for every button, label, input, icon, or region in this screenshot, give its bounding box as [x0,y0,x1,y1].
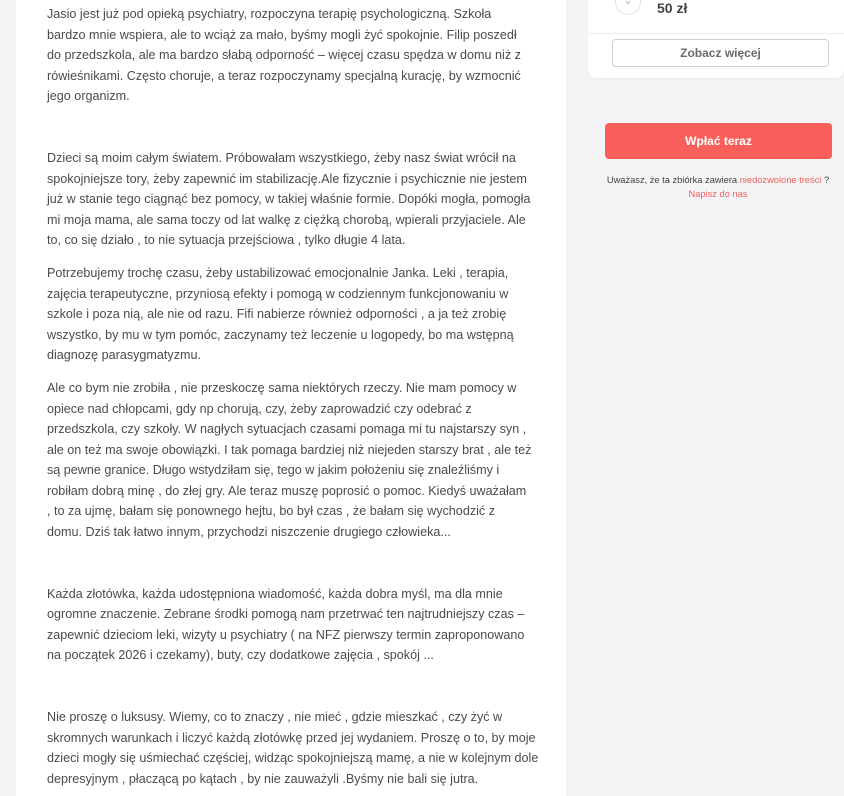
story-paragraph-3: Potrzebujemy trochę czasu, żeby ustabilizować emocjonalnie Janka. Leki , terapia, zajęcia terapeutyczne, przyniosą efekty i pomogą w codziennym funkcjonowaniu w szkole i poza nią, ale nie od razu. Fifi nabierze również odporności , a ja też zrobię wszystko, by mu w tym pomóc, zaczynamy też leczenie u logopedy, bo ma wstępną diagnozę parasygmatyzmu. [47,265,514,363]
report-text: Uważasz, że ta zbiórka zawiera [606,175,738,185]
prohibited-content-link[interactable]: niedozwolone treści [739,175,822,185]
contact-us-link[interactable]: Napisz do nas [688,189,748,199]
donation-amount: 50 zł [657,0,688,16]
donate-now-button[interactable]: Wpłać teraz [605,123,832,159]
paragraph-spacer [47,543,540,584]
story-paragraph-2: Dzieci są moim całym światem. Próbowałam wszystkiego, żeby nasz świat wrócił na spokojniejsze tory, żeby zapewnić im stabilizację.Ale fizycznie i psychicznie nie jestem już w stanie tego ciągnąć bez pomocy, w takiej właśnie formie. Dopóki mogła, pomogła mi moja mama, ale sama toczy od lat walkę z ciężką chorobą, wpierali przyjaciele. Ale to, co się działo , to nie sytuacja przejściowa , tylko długie 4 lata. [47,150,531,248]
report-question-mark: ? [823,175,830,185]
payment-card [588,0,844,78]
see-more-button[interactable]: Zobacz więcej [612,39,829,67]
paragraph-spacer [47,251,540,263]
paragraph-spacer [47,366,540,378]
story-paragraph-6: Nie proszę o luksusy. Wiemy, co to znaczy , nie mieć , gdzie mieszkać , czy żyć w skromnych warunkach i liczyć każdą złotówkę przed jej wydaniem. Proszę o to, by moje dzieci mogły się uśmiechać częściej, widząc spokojniejszą mamę, a nie w kolejnym dole depresyjnym , płaczącą po kątach , by nie zauważyli .Byśmy nie bali się jutra. [47,710,539,786]
paragraph-spacer [47,107,540,148]
card-divider [588,33,844,34]
story-paragraph-1: Jasio jest już pod opieką psychiatry, rozpoczyna terapię psychologiczną. Szkoła bardzo mnie wspiera, ale to wciąż za mało, byśmy mogli żyć spokojnie. Filip poszedł do przedszkola, ale ma bardzo słabą odporność – więcej czasu spędza w domu niż z rówieśnikami. Często choruje, a teraz rozpoczynamy specjalną kurację, by wzmocnić jego organizm. [47,7,521,104]
report-notice [586,173,844,201]
story-paragraph-5: Każda złotówka, każda udostępniona wiadomość, każda dobra myśl, ma dla mnie ogromne znaczenie. Zebrane środki pomogą nam przetrwać ten najtrudniejszy czas – zapewnić dzieciom leki, wizyty u psychiatry ( na NFZ pierwszy termin zaproponowano na początek 2026 i czekamy), buty, czy dodatkowe zajęcia , spokój ... [47,586,525,663]
fundraiser-story [16,0,566,796]
sidebar [586,0,844,796]
chevron-down-icon[interactable]: ⌄ [615,0,641,15]
paragraph-spacer [47,666,540,707]
story-paragraph-4: Ale co bym nie zrobiła , nie przeskoczę sama niektórych rzeczy. Nie mam pomocy w opiece nad chłopcami, gdy np chorują, czy, żeby zaprowadzić czy odebrać z przedszkola, czy szkoły. W nagłych sytuacjach czasami pomaga mi tu najstarszy syn , ale on też ma swoje obowiązki. I tak pomaga bardziej niż niejeden starszy brat , ale też są pewne granice. Długo wstydziłam się, tego w jakim położeniu się znaleźliśmy i robiłam dobrą minę , do złej gry. Ale teraz muszę poprosić o pomoc. Kiedyś uważałam , to za ujmę, bałam się ponownego hejtu, bo był czas , że bałam się wychodzić z domu. Dziś tak łatwo innym, przychodzi niszczenie drugiego człowieka... [47,380,532,540]
